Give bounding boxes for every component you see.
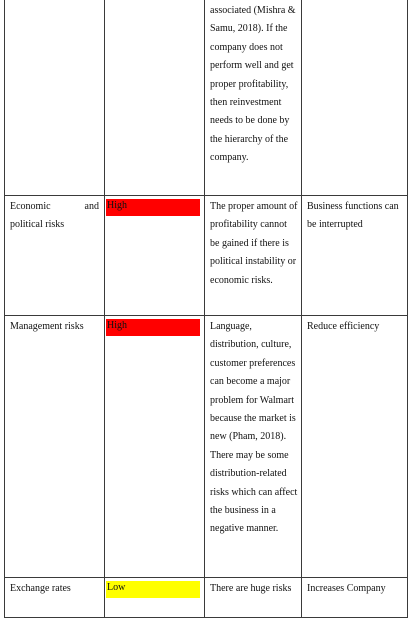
risk-impact-cell [302, 196, 408, 316]
risk-level-cell [105, 0, 205, 196]
risk-level-cell [105, 578, 205, 618]
table-row [5, 196, 408, 316]
risk-impact-cell [302, 578, 408, 618]
table-row [5, 316, 408, 578]
risk-description-text: The proper amount of profitability cannot be gained if there is political instability or economic risks. [210, 201, 298, 286]
risk-description-text: Language, distribution, culture, customer preferences can become a major problem for Walmart because the market is new (Pham, 2018). There may be some distribution-related risks which can affect the business in a negative manner. [210, 321, 298, 535]
risk-level-text [105, 0, 204, 2]
risk-impact-cell [302, 316, 408, 578]
risk-level-cell [105, 316, 205, 578]
risk-factor-cell [5, 196, 105, 316]
risk-impact-cell [302, 0, 408, 196]
risk-assessment-table [4, 0, 408, 618]
risk-factor-word: political risks [10, 219, 65, 231]
risk-impact-text: Reduce efficiency [307, 321, 380, 332]
risk-level-cell [105, 196, 205, 316]
risk-factor-cell [5, 578, 105, 618]
risk-factor-cell [5, 0, 105, 196]
table-row [5, 0, 408, 196]
risk-factor-text: Management risks [10, 321, 84, 332]
risk-impact-text: Increases Company [307, 583, 386, 594]
risk-impact-text [302, 0, 407, 2]
risk-factor-text [5, 0, 104, 2]
risk-factor-cell [5, 316, 105, 578]
risk-level-badge-low: Low [106, 581, 200, 598]
risk-level-badge-high: High [106, 199, 200, 216]
risk-factor-text: Exchange rates [10, 583, 71, 594]
risk-level-badge-high: High [106, 319, 200, 336]
risk-description-cell [205, 578, 302, 618]
risk-factor-word: Economic [10, 201, 51, 212]
risk-description-text: There are huge risks [210, 583, 292, 594]
risk-factor-text [5, 196, 104, 235]
risk-description-cell [205, 0, 302, 196]
risk-impact-text: Business functions can be interrupted [307, 201, 399, 231]
risk-description-cell [205, 316, 302, 578]
risk-description-text: associated (Mishra & Samu, 2018). If the company does not perform well and get proper profitability, then reinvestment needs to be done by the hierarchy of the company. [210, 5, 296, 164]
risk-description-cell [205, 196, 302, 316]
risk-factor-word: and [84, 201, 99, 212]
table-row [5, 578, 408, 618]
